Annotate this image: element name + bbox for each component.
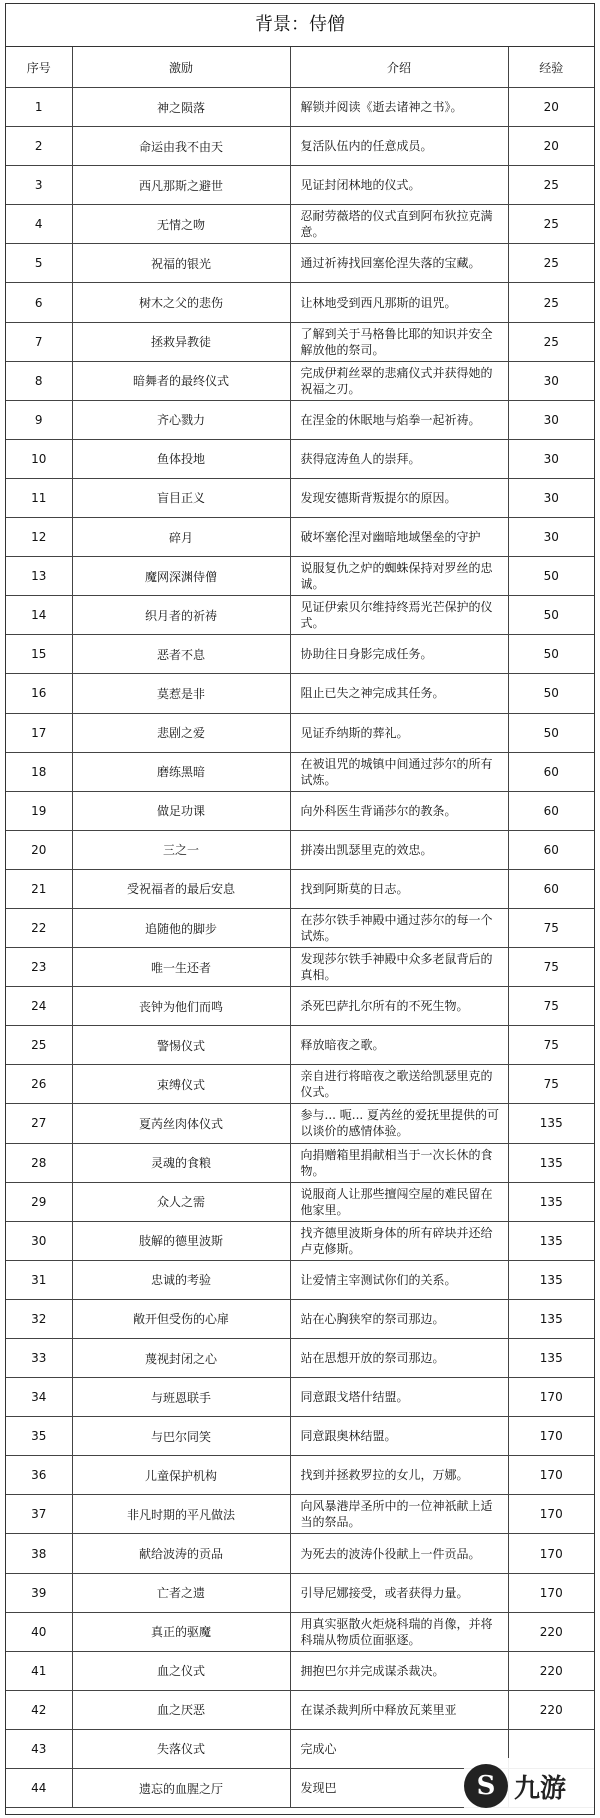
header-desc: 介绍 [290, 47, 508, 88]
table-row [6, 635, 594, 674]
desc-cell: 同意跟奥林结盟。 [290, 1417, 508, 1456]
index-cell: 35 [6, 1417, 72, 1456]
table-row [6, 557, 594, 596]
xp-cell: 20 [508, 127, 594, 166]
index-cell: 40 [6, 1612, 72, 1651]
table-row [6, 987, 594, 1026]
reward-cell: 恶者不息 [72, 635, 290, 674]
reward-cell: 与巴尔同笑 [72, 1417, 290, 1456]
xp-cell: 170 [508, 1378, 594, 1417]
table-row [6, 478, 594, 517]
xp-cell: 60 [508, 752, 594, 791]
table-row [6, 518, 594, 557]
xp-cell: 50 [508, 557, 594, 596]
desc-cell: 了解到关于马格鲁比耶的知识并安全解放他的祭司。 [290, 322, 508, 361]
index-cell: 38 [6, 1534, 72, 1573]
reward-cell: 祝福的银光 [72, 244, 290, 283]
index-cell: 3 [6, 166, 72, 205]
desc-cell: 在被诅咒的城镇中间通过莎尔的所有试炼。 [290, 752, 508, 791]
table-row [6, 1378, 594, 1417]
reward-cell: 献给波涛的贡品 [72, 1534, 290, 1573]
desc-cell: 发现安德斯背叛提尔的原因。 [290, 478, 508, 517]
xp-cell: 50 [508, 713, 594, 752]
xp-cell: 220 [508, 1612, 594, 1651]
xp-cell: 25 [508, 166, 594, 205]
reward-cell: 忠诚的考验 [72, 1260, 290, 1299]
index-cell: 36 [6, 1456, 72, 1495]
xp-cell: 50 [508, 674, 594, 713]
desc-cell: 站在思想开放的祭司那边。 [290, 1339, 508, 1378]
reward-cell: 遗忘的血腥之厅 [72, 1769, 290, 1808]
desc-cell: 找到阿斯莫的日志。 [290, 869, 508, 908]
xp-cell: 135 [508, 1143, 594, 1182]
desc-cell: 拼凑出凯瑟里克的效忠。 [290, 830, 508, 869]
table-row [6, 830, 594, 869]
index-cell: 17 [6, 713, 72, 752]
index-cell: 5 [6, 244, 72, 283]
table-row [6, 127, 594, 166]
index-cell: 39 [6, 1573, 72, 1612]
table-row [6, 1534, 594, 1573]
desc-cell: 协助往日身影完成任务。 [290, 635, 508, 674]
index-cell: 31 [6, 1260, 72, 1299]
desc-cell: 阻止已失之神完成其任务。 [290, 674, 508, 713]
xp-cell: 170 [508, 1456, 594, 1495]
watermark-text: 九游 [514, 1773, 567, 1804]
desc-cell: 完成伊莉丝翠的悲痛仪式并获得她的祝福之刃。 [290, 361, 508, 400]
index-cell: 28 [6, 1143, 72, 1182]
table-row [6, 1260, 594, 1299]
xp-cell: 25 [508, 283, 594, 322]
reward-cell: 碎月 [72, 518, 290, 557]
table-row [6, 1143, 594, 1182]
reward-cell: 西凡那斯之避世 [72, 166, 290, 205]
reward-cell: 失落仪式 [72, 1729, 290, 1768]
reward-cell: 无情之吻 [72, 205, 290, 244]
table-row [6, 1026, 594, 1065]
table-row [6, 948, 594, 987]
desc-cell: 发现莎尔铁手神殿中众多老鼠背后的真相。 [290, 948, 508, 987]
index-cell: 37 [6, 1495, 72, 1534]
desc-cell: 向捐赠箱里捐献相当于一次长休的食物。 [290, 1143, 508, 1182]
table-row [6, 88, 594, 127]
desc-cell: 在涅金的休眠地与焰拳一起祈祷。 [290, 400, 508, 439]
index-cell: 12 [6, 518, 72, 557]
index-cell: 30 [6, 1221, 72, 1260]
table-row [6, 674, 594, 713]
reward-cell: 暗舞者的最终仪式 [72, 361, 290, 400]
reward-cell: 敞开但受伤的心扉 [72, 1299, 290, 1338]
desc-cell: 说服复仇之炉的蜘蛛保持对罗丝的忠诚。 [290, 557, 508, 596]
desc-cell: 用真实驱散火炬烧科瑞的肖像，并将科瑞从物质位面驱逐。 [290, 1612, 508, 1651]
desc-cell: 说服商人让那些擅闯空屋的难民留在他家里。 [290, 1182, 508, 1221]
table-body [6, 88, 594, 1808]
index-cell: 25 [6, 1026, 72, 1065]
index-cell: 21 [6, 869, 72, 908]
xp-cell: 50 [508, 635, 594, 674]
index-cell: 19 [6, 791, 72, 830]
desc-cell: 向外科医生背诵莎尔的教条。 [290, 791, 508, 830]
xp-cell: 60 [508, 830, 594, 869]
reward-cell: 肢解的德里波斯 [72, 1221, 290, 1260]
index-cell: 32 [6, 1299, 72, 1338]
xp-cell: 135 [508, 1221, 594, 1260]
desc-cell: 在谋杀裁判所中释放瓦莱里亚 [290, 1690, 508, 1729]
reward-cell: 鱼体投地 [72, 439, 290, 478]
table-row [6, 244, 594, 283]
reward-cell: 唯一生还者 [72, 948, 290, 987]
index-cell: 22 [6, 908, 72, 947]
index-cell: 2 [6, 127, 72, 166]
reward-cell: 盲目正义 [72, 478, 290, 517]
table-row [6, 1339, 594, 1378]
xp-cell: 135 [508, 1339, 594, 1378]
desc-cell: 同意跟戈塔什结盟。 [290, 1378, 508, 1417]
reward-cell: 做足功课 [72, 791, 290, 830]
index-cell: 11 [6, 478, 72, 517]
reward-cell: 受祝福者的最后安息 [72, 869, 290, 908]
rewards-table [6, 47, 594, 1808]
desc-cell: 复活队伍内的任意成员。 [290, 127, 508, 166]
reward-cell: 莫惹是非 [72, 674, 290, 713]
table-row [6, 1417, 594, 1456]
index-cell: 29 [6, 1182, 72, 1221]
index-cell: 23 [6, 948, 72, 987]
index-cell: 33 [6, 1339, 72, 1378]
reward-cell: 束缚仪式 [72, 1065, 290, 1104]
table-row [6, 1065, 594, 1104]
xp-cell: 50 [508, 596, 594, 635]
xp-cell: 170 [508, 1495, 594, 1534]
xp-cell: 25 [508, 244, 594, 283]
reward-cell: 众人之需 [72, 1182, 290, 1221]
index-cell: 9 [6, 400, 72, 439]
table-row [6, 1573, 594, 1612]
reward-cell: 与班恩联手 [72, 1378, 290, 1417]
table-row [6, 1456, 594, 1495]
index-cell: 24 [6, 987, 72, 1026]
reward-cell: 树木之父的悲伤 [72, 283, 290, 322]
table-row [6, 713, 594, 752]
table-header-row [6, 47, 594, 88]
reward-cell: 丧钟为他们而鸣 [72, 987, 290, 1026]
desc-cell: 站在心胸狭窄的祭司那边。 [290, 1299, 508, 1338]
xp-cell: 135 [508, 1260, 594, 1299]
index-cell: 44 [6, 1769, 72, 1808]
desc-cell: 找齐德里波斯身体的所有碎块并还给卢克修斯。 [290, 1221, 508, 1260]
xp-cell: 75 [508, 987, 594, 1026]
index-cell: 20 [6, 830, 72, 869]
table-row [6, 791, 594, 830]
xp-cell: 170 [508, 1534, 594, 1573]
index-cell: 7 [6, 322, 72, 361]
xp-cell: 20 [508, 88, 594, 127]
desc-cell: 亲自进行将暗夜之歌送给凯瑟里克的仪式。 [290, 1065, 508, 1104]
desc-cell: 杀死巴萨扎尔所有的不死生物。 [290, 987, 508, 1026]
desc-cell: 见证乔纳斯的葬礼。 [290, 713, 508, 752]
xp-cell: 30 [508, 400, 594, 439]
desc-cell: 让林地受到西凡那斯的诅咒。 [290, 283, 508, 322]
index-cell: 13 [6, 557, 72, 596]
table-row [6, 322, 594, 361]
xp-cell: 75 [508, 1065, 594, 1104]
desc-cell: 完成心 [290, 1729, 508, 1768]
xp-cell: 220 [508, 1651, 594, 1690]
desc-cell: 为死去的波涛仆役献上一件贡品。 [290, 1534, 508, 1573]
index-cell: 27 [6, 1104, 72, 1143]
reward-cell: 血之厌恶 [72, 1690, 290, 1729]
index-cell: 10 [6, 439, 72, 478]
table-row [6, 596, 594, 635]
desc-cell: 在莎尔铁手神殿中通过莎尔的每一个试炼。 [290, 908, 508, 947]
table-row [6, 1221, 594, 1260]
header-reward: 激励 [72, 47, 290, 88]
reward-cell: 血之仪式 [72, 1651, 290, 1690]
reward-cell: 追随他的脚步 [72, 908, 290, 947]
index-cell: 4 [6, 205, 72, 244]
xp-cell: 220 [508, 1690, 594, 1729]
reward-cell: 神之陨落 [72, 88, 290, 127]
index-cell: 15 [6, 635, 72, 674]
desc-cell: 参与... 呃... 夏芮丝的爱抚里提供的可以谈价的感情体验。 [290, 1104, 508, 1143]
index-cell: 16 [6, 674, 72, 713]
table-row [6, 1104, 594, 1143]
index-cell: 6 [6, 283, 72, 322]
index-cell: 14 [6, 596, 72, 635]
desc-cell: 破坏塞伦涅对幽暗地域堡垒的守护 [290, 518, 508, 557]
xp-cell: 30 [508, 439, 594, 478]
reward-cell: 真正的驱魔 [72, 1612, 290, 1651]
reward-cell: 命运由我不由天 [72, 127, 290, 166]
table-row [6, 752, 594, 791]
table-row [6, 1495, 594, 1534]
logo-icon: S [464, 1764, 508, 1808]
table-row [6, 1299, 594, 1338]
reward-cell: 悲剧之爱 [72, 713, 290, 752]
xp-cell: 135 [508, 1299, 594, 1338]
reward-cell: 亡者之遗 [72, 1573, 290, 1612]
xp-cell: 75 [508, 1026, 594, 1065]
desc-cell: 向风暴港岸圣所中的一位神祇献上适当的祭品。 [290, 1495, 508, 1534]
xp-cell: 170 [508, 1573, 594, 1612]
table-row [6, 283, 594, 322]
reward-cell: 儿童保护机构 [72, 1456, 290, 1495]
table-row [6, 439, 594, 478]
index-cell: 26 [6, 1065, 72, 1104]
desc-cell: 见证封闭林地的仪式。 [290, 166, 508, 205]
xp-cell: 170 [508, 1417, 594, 1456]
reward-cell: 齐心戮力 [72, 400, 290, 439]
page-title: 背景：侍僧 [6, 4, 594, 47]
reward-cell: 织月者的祈祷 [72, 596, 290, 635]
desc-cell: 释放暗夜之歌。 [290, 1026, 508, 1065]
index-cell: 43 [6, 1729, 72, 1768]
table-row [6, 1612, 594, 1651]
reward-cell: 磨练黑暗 [72, 752, 290, 791]
table-sheet [5, 3, 595, 1815]
table-row [6, 1690, 594, 1729]
table-row [6, 205, 594, 244]
reward-cell: 魔网深渊侍僧 [72, 557, 290, 596]
reward-cell: 拯救异教徒 [72, 322, 290, 361]
xp-cell: 135 [508, 1104, 594, 1143]
reward-cell: 夏芮丝肉体仪式 [72, 1104, 290, 1143]
reward-cell: 灵魂的食粮 [72, 1143, 290, 1182]
index-cell: 41 [6, 1651, 72, 1690]
desc-cell: 找到并拯救罗拉的女儿，万娜。 [290, 1456, 508, 1495]
desc-cell: 通过祈祷找回塞伦涅失落的宝藏。 [290, 244, 508, 283]
index-cell: 18 [6, 752, 72, 791]
index-cell: 8 [6, 361, 72, 400]
xp-cell: 60 [508, 869, 594, 908]
desc-cell: 忍耐劳薇塔的仪式直到阿布狄拉克满意。 [290, 205, 508, 244]
xp-cell: 135 [508, 1182, 594, 1221]
index-cell: 1 [6, 88, 72, 127]
xp-cell: 25 [508, 205, 594, 244]
desc-cell: 见证伊索贝尔维持终焉光芒保护的仪式。 [290, 596, 508, 635]
desc-cell: 引导尼娜接受，或者获得力量。 [290, 1573, 508, 1612]
xp-cell: 30 [508, 478, 594, 517]
xp-cell: 60 [508, 791, 594, 830]
header-index: 序号 [6, 47, 72, 88]
index-cell: 34 [6, 1378, 72, 1417]
table-row [6, 166, 594, 205]
xp-cell: 30 [508, 518, 594, 557]
xp-cell: 75 [508, 908, 594, 947]
xp-cell: 25 [508, 322, 594, 361]
reward-cell: 三之一 [72, 830, 290, 869]
table-row [6, 361, 594, 400]
desc-cell: 发现巴 [290, 1769, 508, 1808]
table-row [6, 869, 594, 908]
table-row [6, 1182, 594, 1221]
reward-cell: 警惕仪式 [72, 1026, 290, 1065]
site-watermark [464, 1758, 594, 1814]
table-row [6, 1651, 594, 1690]
desc-cell: 解锁并阅读《逝去诸神之书》。 [290, 88, 508, 127]
table-row [6, 400, 594, 439]
reward-cell: 蔑视封闭之心 [72, 1339, 290, 1378]
index-cell: 42 [6, 1690, 72, 1729]
reward-cell: 非凡时期的平凡做法 [72, 1495, 290, 1534]
table-row [6, 908, 594, 947]
desc-cell: 获得寇涛鱼人的崇拜。 [290, 439, 508, 478]
xp-cell: 75 [508, 948, 594, 987]
xp-cell: 30 [508, 361, 594, 400]
desc-cell: 让爱情主宰测试你们的关系。 [290, 1260, 508, 1299]
header-xp: 经验 [508, 47, 594, 88]
desc-cell: 拥抱巴尔并完成谋杀裁决。 [290, 1651, 508, 1690]
